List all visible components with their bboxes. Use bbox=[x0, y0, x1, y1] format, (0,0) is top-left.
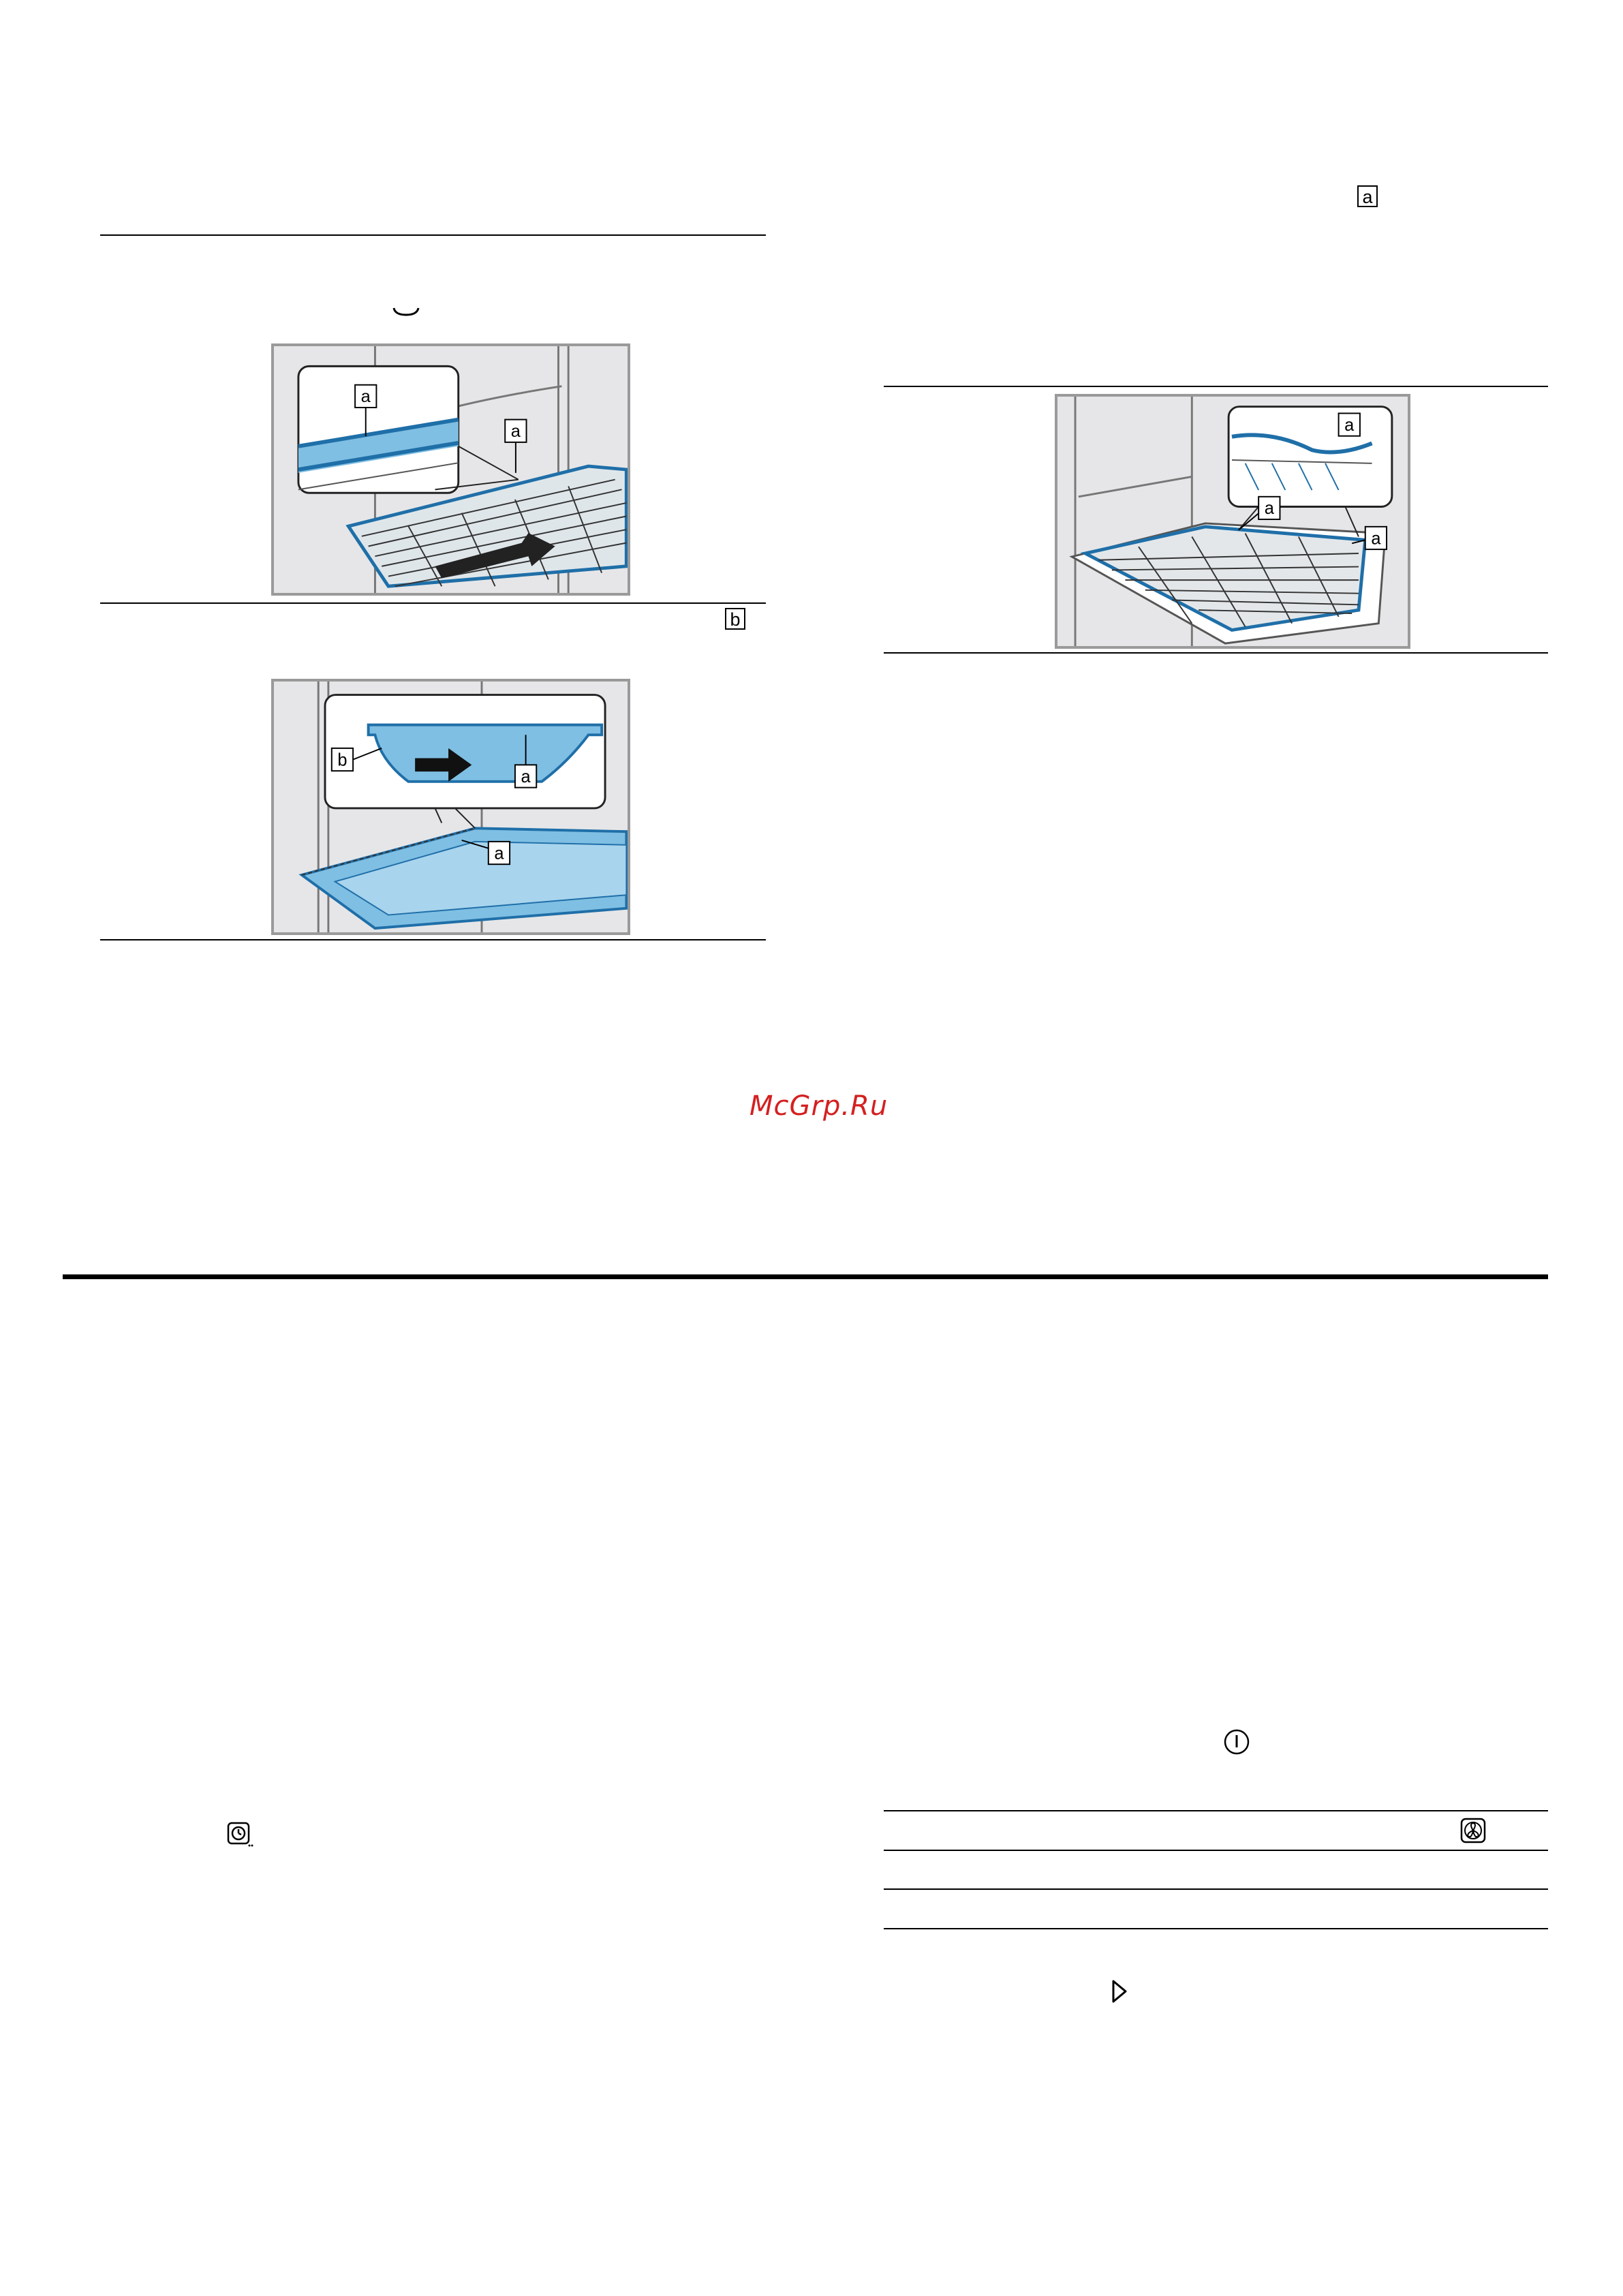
power-icon bbox=[1223, 1728, 1250, 1756]
table-rule-2 bbox=[884, 1850, 1548, 1851]
rule-bottom-left bbox=[100, 939, 766, 940]
fig2-label-a1: a bbox=[521, 767, 531, 786]
curly-bracket-icon bbox=[392, 305, 420, 319]
rule-mid-left bbox=[100, 602, 766, 604]
table-rule-3 bbox=[884, 1888, 1548, 1890]
watermark-text: McGrp.Ru bbox=[749, 1090, 888, 1122]
fig1-label-a2: a bbox=[510, 422, 521, 442]
fan-icon bbox=[1459, 1817, 1487, 1844]
fig3-label-a2: a bbox=[1264, 499, 1274, 519]
section-divider bbox=[63, 1274, 1548, 1279]
callout-a-label: a bbox=[1357, 185, 1378, 207]
figure-rack-on-tray bbox=[1055, 394, 1410, 649]
table-rule-1 bbox=[884, 1810, 1548, 1811]
figure-baking-tray-insert bbox=[271, 679, 630, 935]
timer-icon bbox=[226, 1821, 253, 1848]
fig2-label-b: b bbox=[337, 750, 347, 770]
fig3-label-a3: a bbox=[1371, 529, 1381, 549]
fig1-label-a1: a bbox=[360, 387, 371, 407]
callout-b-label: b bbox=[725, 608, 745, 630]
rule-top-right bbox=[884, 386, 1548, 387]
start-icon bbox=[1109, 1978, 1130, 2005]
rule-bottom-right bbox=[884, 652, 1548, 654]
table-rule-4 bbox=[884, 1928, 1548, 1929]
figure-wire-rack-insert bbox=[271, 343, 630, 596]
fig2-label-a2: a bbox=[494, 844, 504, 863]
rule-top-left bbox=[100, 234, 766, 236]
fig3-label-a1: a bbox=[1344, 415, 1355, 435]
